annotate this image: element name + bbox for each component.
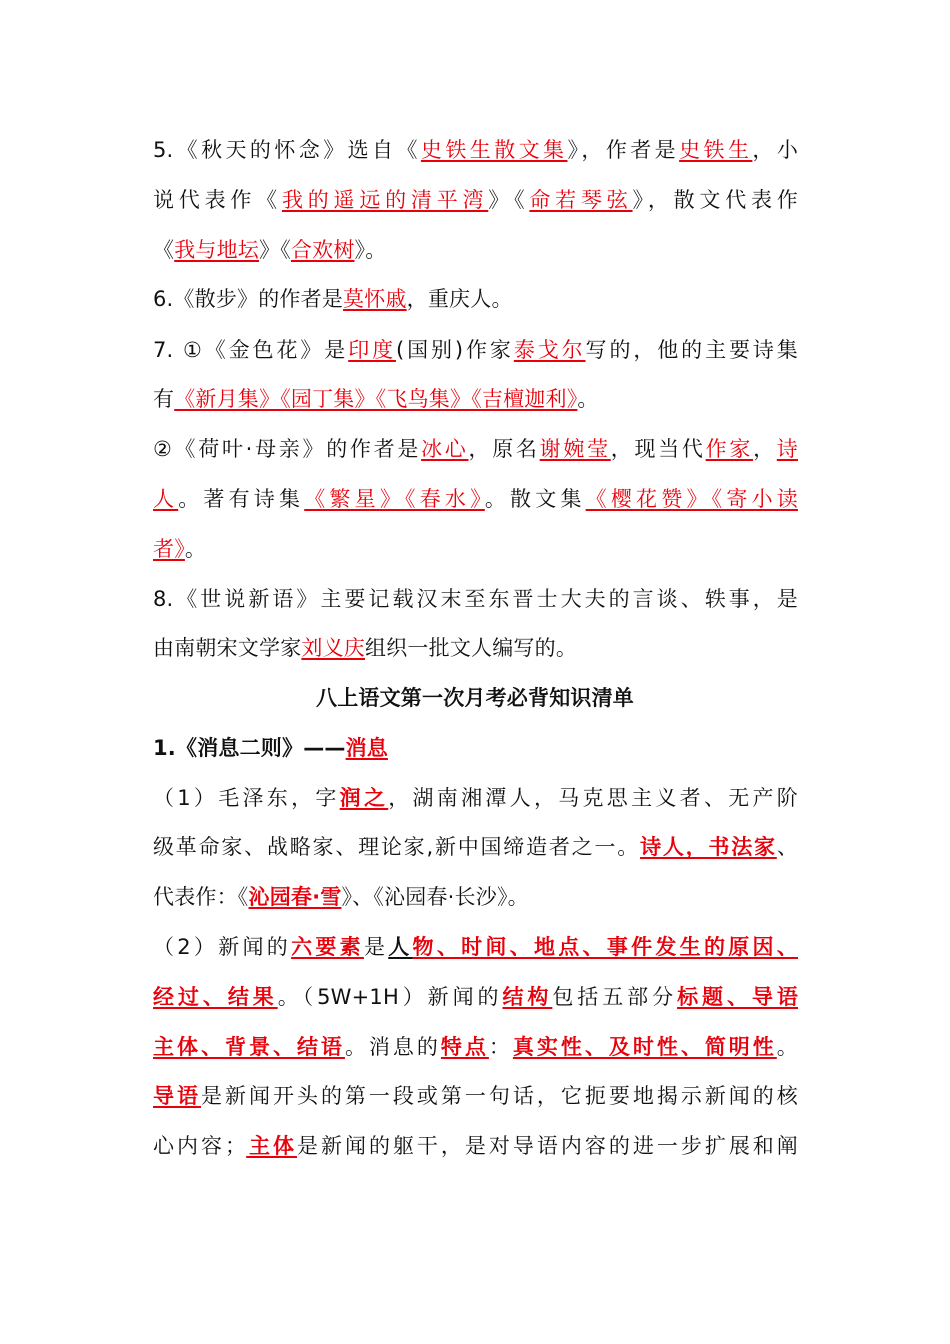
answer-blank: 我与地坛 <box>174 238 260 262</box>
answer-blank: 者》 <box>153 537 185 561</box>
text: 5.《秋天的怀念》选自《 <box>153 138 421 162</box>
text: 是新闻的躯干，是对导语内容的进一步扩展和阐 <box>296 1134 798 1158</box>
answer-blank: 润之 <box>339 786 389 810</box>
answer-blank: 经过、结果 <box>153 985 278 1009</box>
answer-blank: 命若琴弦 <box>529 188 633 212</box>
answer-blank: 《新月集》《园丁集》《飞鸟集》《吉檀迦利》 <box>174 387 578 411</box>
answer-blank: 主体 <box>246 1134 297 1158</box>
text: 。消息的 <box>344 1035 441 1059</box>
item-5-line-3 <box>153 235 386 265</box>
text: ②《荷叶·母亲》的作者是 <box>153 437 422 461</box>
text: 、 <box>776 835 799 859</box>
answer-blank: 合欢树 <box>290 238 355 262</box>
answer-blank: 史铁生 <box>679 138 753 162</box>
text: 。（5W+1H）新闻的 <box>277 985 503 1009</box>
text: 8.《世说新语》主要记载汉末至东晋士大夫的言谈、轶事，是 <box>153 587 798 611</box>
answer-blank: 消息 <box>345 736 388 760</box>
text: 》，散文代表作 <box>632 188 798 212</box>
answer-blank: 刘义庆 <box>301 636 366 660</box>
p2-line-4 <box>153 1081 798 1111</box>
item-7-line-3 <box>153 434 798 464</box>
lesson-heading <box>153 733 388 763</box>
text: 7. ①《金色花》是 <box>153 338 349 362</box>
item-8-line-1 <box>153 584 798 614</box>
text: 。 <box>184 537 207 561</box>
answer-blank: 史铁生散文集 <box>420 138 568 162</box>
answer-blank: 人 <box>388 935 413 959</box>
text: 。著有诗集 <box>178 487 305 511</box>
text: ，湖南湘潭人，马克思主义者、无产阶 <box>388 786 798 810</box>
text: （2）新闻的 <box>153 935 292 959</box>
text: ，重庆人。 <box>406 287 513 311</box>
item-7-line-4 <box>153 484 798 514</box>
text: 。 <box>776 1035 798 1059</box>
text: 1.《消息二则》—— <box>153 736 346 760</box>
item-5-line-2 <box>153 185 798 215</box>
answer-blank: 《繁星》《春水》 <box>304 487 485 511</box>
answer-blank: 真实性、及时性、简明性 <box>512 1035 777 1059</box>
text: 》《 <box>259 238 291 262</box>
text: ，原名 <box>468 437 540 461</box>
text: 有 <box>153 387 175 411</box>
item-7-line-2 <box>153 384 599 414</box>
text: 是新闻开头的第一段或第一句话，它扼要地揭示新闻的核 <box>200 1084 798 1108</box>
text: 包括五部分 <box>552 985 678 1009</box>
text: ，小 <box>752 138 799 162</box>
text: 。散文集 <box>484 487 586 511</box>
p1-line-2 <box>153 832 798 862</box>
answer-blank: 《樱花赞》《寄小读 <box>585 487 798 511</box>
answer-blank: 沁园春·雪 <box>248 885 342 909</box>
item-7-line-1 <box>153 335 798 365</box>
answer-blank: 泰戈尔 <box>513 338 586 362</box>
text: 》。 <box>354 238 387 262</box>
answer-blank: 结构 <box>502 985 553 1009</box>
text: 》《 <box>488 188 530 212</box>
answer-blank: 作家 <box>705 437 754 461</box>
text: 级革命家、战略家、理论家,新中国缔造者之一。 <box>153 835 641 859</box>
text: 写的，他的主要诗集 <box>585 338 798 362</box>
answer-blank: 诗人，书法家 <box>640 835 777 859</box>
text: 6.《散步》的作者是 <box>153 287 344 311</box>
answer-blank: 导语 <box>153 1084 201 1108</box>
text: ： <box>488 1035 513 1059</box>
answer-blank: 我的遥远的清平湾 <box>281 188 489 212</box>
answer-blank: 物、时间、地点、事件发生的原因、 <box>412 935 799 959</box>
text: （1）毛泽东，字 <box>153 786 340 810</box>
answer-blank: 冰心 <box>421 437 469 461</box>
text: 》，作者是 <box>567 138 680 162</box>
answer-blank: 标题、导语 <box>677 985 799 1009</box>
text: (国别)作家 <box>396 338 514 362</box>
text: 》、《沁园春·长沙》。 <box>341 885 529 909</box>
text: 代表作：《 <box>153 885 249 909</box>
answer-blank: 谢婉莹 <box>539 437 611 461</box>
answer-blank: 印度 <box>348 338 396 362</box>
answer-blank: 莫怀戚 <box>343 287 407 311</box>
text: 。 <box>577 387 599 411</box>
item-5-line-1 <box>153 135 798 165</box>
text: 说代表作《 <box>153 188 282 212</box>
p2-line-3 <box>153 1032 798 1062</box>
section-title: 八上语文第一次月考必背知识清单 <box>316 686 634 710</box>
p1-line-3 <box>153 882 529 912</box>
answer-blank: 人 <box>153 487 179 511</box>
item-6-line <box>153 284 513 314</box>
text: 组织一批文人编写的。 <box>365 636 578 660</box>
item-8-line-2 <box>153 633 577 663</box>
answer-blank: 主体、背景、结语 <box>153 1035 345 1059</box>
p1-line-1 <box>153 783 798 813</box>
text: 心内容； <box>153 1134 247 1158</box>
answer-blank: 诗 <box>776 437 798 461</box>
p2-line-5 <box>153 1131 798 1161</box>
item-7-line-5 <box>153 534 206 564</box>
text: 《 <box>153 238 175 262</box>
p2-line-1 <box>153 932 798 962</box>
answer-blank: 特点 <box>440 1035 489 1059</box>
answer-blank: 六要素 <box>291 935 364 959</box>
p2-line-2 <box>153 982 798 1012</box>
text: 由南朝宋文学家 <box>153 636 302 660</box>
text: 是 <box>363 935 389 959</box>
text: ，现当代 <box>610 437 706 461</box>
text: ， <box>753 437 777 461</box>
